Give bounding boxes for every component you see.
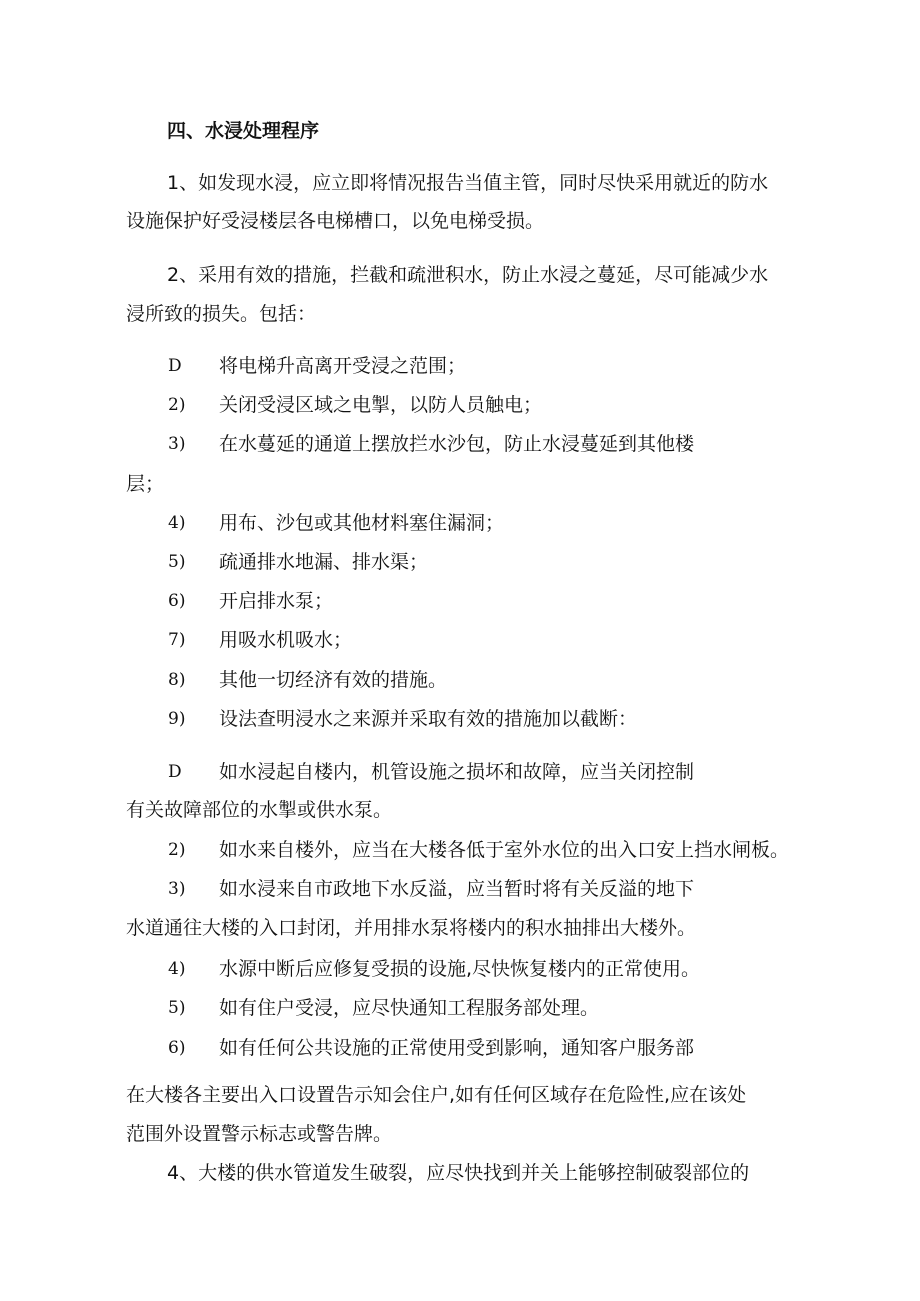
list-item-number: 8) <box>168 670 186 690</box>
list-item-number: 5) <box>168 998 186 1018</box>
list-item-text: 如有任何公共设施的正常使用受到影响，通知客户服务部 <box>219 1037 695 1059</box>
list-item-continuation: 有关故障部位的水掣或供水泵。 <box>126 799 393 821</box>
list-item-text: 水源中断后应修复受损的设施,尽快恢复楼内的正常使用。 <box>219 958 701 980</box>
list-item-continuation: 层； <box>126 473 165 495</box>
paragraph-1-line-1: 1、如发现水浸，应立即将情况报告当值主管，同时尽快采用就近的防水 <box>167 172 769 194</box>
list-item-number: 9) <box>168 709 186 729</box>
list-item-text: 如有住户受浸，应尽快通知工程服务部处理。 <box>219 997 600 1019</box>
list-item-number: 5) <box>168 552 186 572</box>
list-item-text: 疏通排水地漏、排水渠； <box>219 551 429 573</box>
section-heading: 四、水浸处理程序 <box>167 120 320 142</box>
list-item-text: 将电梯升高离开受浸之范围； <box>219 355 467 377</box>
list-item-number: 3) <box>168 879 186 899</box>
list-item-number: 2) <box>168 395 186 415</box>
list-item-number: 3) <box>168 434 186 454</box>
list-item-text: 在水蔓延的通道上摆放拦水沙包，防止水浸蔓延到其他楼 <box>219 433 695 455</box>
paragraph-2-line-1: 2、采用有效的措施，拦截和疏泄积水，防止水浸之蔓延，尽可能减少水 <box>167 264 769 286</box>
list-item-text: 关闭受浸区域之电掣，以防人员触电； <box>219 394 543 416</box>
list-item-number: 4) <box>168 513 186 533</box>
paragraph-3-line-2: 范围外设置警示标志或警告牌。 <box>126 1123 393 1145</box>
list-item-text: 如水浸来自市政地下水反溢，应当暂时将有关反溢的地下 <box>219 878 695 900</box>
list-item-continuation: 水道通往大楼的入口封闭，并用排水泵将楼内的积水抽排出大楼外。 <box>126 917 697 939</box>
paragraph-2-line-2: 浸所致的损失。包括： <box>126 303 317 325</box>
list-item-number: 4) <box>168 959 186 979</box>
paragraph-4-line-1: 4、大楼的供水管道发生破裂，应尽快找到并关上能够控制破裂部位的 <box>167 1162 750 1184</box>
list-item-text: 用布、沙包或其他材料塞住漏洞； <box>219 512 505 534</box>
list-item-text: 其他一切经济有效的措施。 <box>219 669 448 691</box>
list-item-number: 6) <box>168 591 186 611</box>
paragraph-3-line-1: 在大楼各主要出入口设置告示知会住户,如有任何区域存在危险性,应在该处 <box>126 1084 747 1106</box>
list-item-text: 如水来自楼外，应当在大楼各低于室外水位的出入口安上挡水闸板。 <box>219 839 790 861</box>
list-item-number: 6) <box>168 1038 186 1058</box>
paragraph-1-line-2: 设施保护好受浸楼层各电梯槽口，以免电梯受损。 <box>126 210 545 232</box>
list-item-number: 7) <box>168 630 186 650</box>
list-item-number: 2) <box>168 840 186 860</box>
list-item-number: D <box>168 762 182 782</box>
list-item-text: 如水浸起自楼内，机管设施之损坏和故障，应当关闭控制 <box>219 761 695 783</box>
list-item-text: 用吸水机吸水； <box>219 629 353 651</box>
list-item-text: 设法查明浸水之来源并采取有效的措施加以截断： <box>219 708 638 730</box>
list-item-number: D <box>168 356 182 376</box>
list-item-text: 开启排水泵； <box>219 590 334 612</box>
